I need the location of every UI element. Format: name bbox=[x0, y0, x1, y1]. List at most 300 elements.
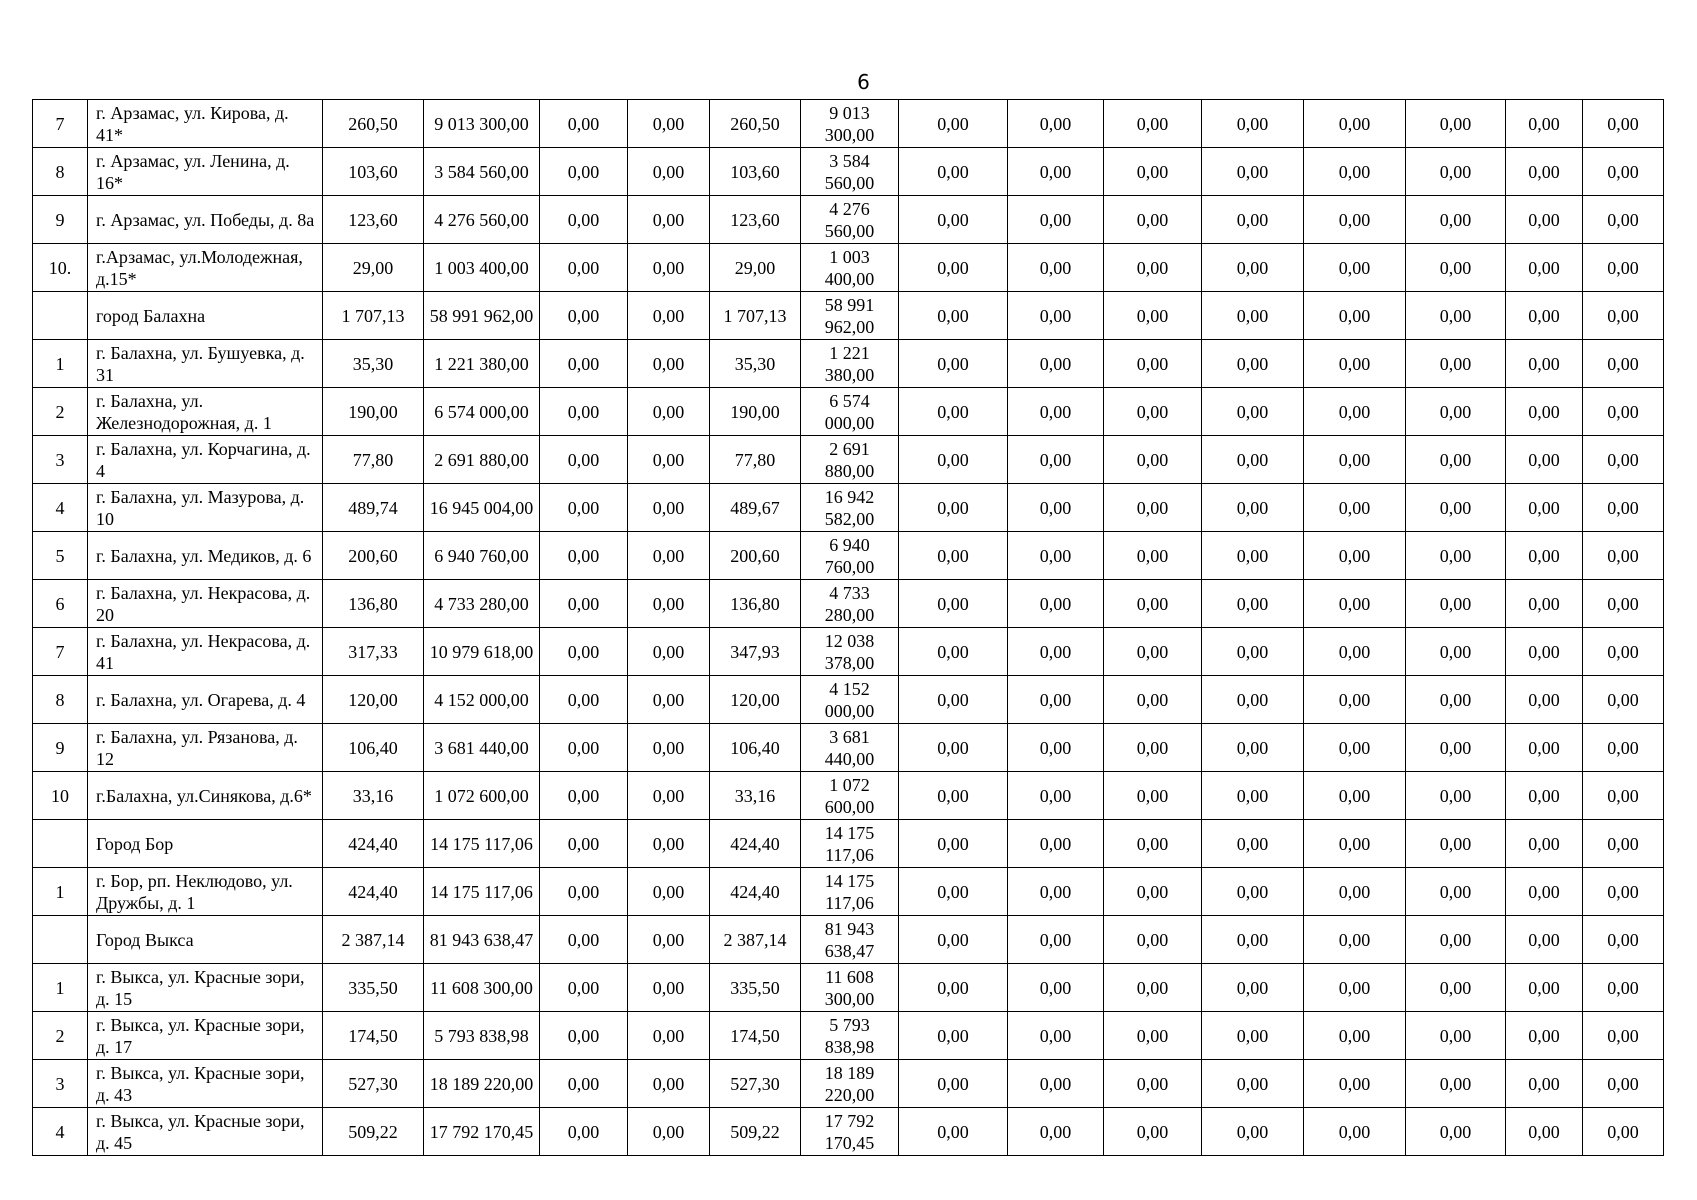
cost-cell: 4 276 560,00 bbox=[801, 196, 899, 244]
col15-cell: 0,00 bbox=[1506, 1108, 1583, 1156]
cost-total-cell: 1 003 400,00 bbox=[424, 244, 540, 292]
col13-cell: 0,00 bbox=[1304, 1108, 1406, 1156]
col12-cell: 0,00 bbox=[1202, 532, 1304, 580]
col12-cell: 0,00 bbox=[1202, 244, 1304, 292]
col12-cell: 0,00 bbox=[1202, 196, 1304, 244]
col6-cell: 0,00 bbox=[628, 724, 710, 772]
col6-cell: 0,00 bbox=[628, 1012, 710, 1060]
area-total-cell: 200,60 bbox=[323, 532, 424, 580]
col13-cell: 0,00 bbox=[1304, 244, 1406, 292]
col14-cell: 0,00 bbox=[1406, 964, 1506, 1012]
address-cell: г. Выкса, ул. Красные зори, д. 17 bbox=[88, 1012, 323, 1060]
table-row bbox=[33, 532, 1664, 580]
col12-cell: 0,00 bbox=[1202, 916, 1304, 964]
area-total-cell: 489,74 bbox=[323, 484, 424, 532]
cost-total-cell: 4 152 000,00 bbox=[424, 676, 540, 724]
area-total-cell: 33,16 bbox=[323, 772, 424, 820]
address-cell: г. Бор, рп. Неклюдово, ул. Дружбы, д. 1 bbox=[88, 868, 323, 916]
address-cell: г. Балахна, ул. Мазурова, д. 10 bbox=[88, 484, 323, 532]
area-total-cell: 509,22 bbox=[323, 1108, 424, 1156]
col10-cell: 0,00 bbox=[1008, 1060, 1104, 1108]
table-row bbox=[33, 1012, 1664, 1060]
col6-cell: 0,00 bbox=[628, 244, 710, 292]
col16-cell: 0,00 bbox=[1583, 244, 1664, 292]
table-row bbox=[33, 388, 1664, 436]
col10-cell: 0,00 bbox=[1008, 676, 1104, 724]
col12-cell: 0,00 bbox=[1202, 964, 1304, 1012]
col6-cell: 0,00 bbox=[628, 532, 710, 580]
col10-cell: 0,00 bbox=[1008, 388, 1104, 436]
col9-cell: 0,00 bbox=[899, 916, 1008, 964]
col13-cell: 0,00 bbox=[1304, 676, 1406, 724]
row-number bbox=[33, 916, 88, 964]
col9-cell: 0,00 bbox=[899, 724, 1008, 772]
col16-cell: 0,00 bbox=[1583, 148, 1664, 196]
table-row bbox=[33, 340, 1664, 388]
col9-cell: 0,00 bbox=[899, 1108, 1008, 1156]
address-cell: г.Арзамас, ул.Молодежная, д.15* bbox=[88, 244, 323, 292]
col14-cell: 0,00 bbox=[1406, 1012, 1506, 1060]
col13-cell: 0,00 bbox=[1304, 100, 1406, 148]
cost-cell: 3 584 560,00 bbox=[801, 148, 899, 196]
area-cell: 424,40 bbox=[710, 868, 801, 916]
col15-cell: 0,00 bbox=[1506, 916, 1583, 964]
data-table bbox=[32, 99, 1664, 1156]
row-number: 9 bbox=[33, 724, 88, 772]
table-row bbox=[33, 1108, 1664, 1156]
area-total-cell: 190,00 bbox=[323, 388, 424, 436]
col10-cell: 0,00 bbox=[1008, 916, 1104, 964]
col13-cell: 0,00 bbox=[1304, 1012, 1406, 1060]
col11-cell: 0,00 bbox=[1104, 724, 1202, 772]
col6-cell: 0,00 bbox=[628, 1108, 710, 1156]
cost-total-cell: 14 175 117,06 bbox=[424, 868, 540, 916]
col15-cell: 0,00 bbox=[1506, 148, 1583, 196]
cost-cell: 12 038 378,00 bbox=[801, 628, 899, 676]
col15-cell: 0,00 bbox=[1506, 772, 1583, 820]
cost-cell: 1 072 600,00 bbox=[801, 772, 899, 820]
col5-cell: 0,00 bbox=[540, 244, 628, 292]
area-total-cell: 2 387,14 bbox=[323, 916, 424, 964]
col6-cell: 0,00 bbox=[628, 148, 710, 196]
cost-cell: 17 792 170,45 bbox=[801, 1108, 899, 1156]
col15-cell: 0,00 bbox=[1506, 196, 1583, 244]
col11-cell: 0,00 bbox=[1104, 1012, 1202, 1060]
col12-cell: 0,00 bbox=[1202, 1108, 1304, 1156]
col10-cell: 0,00 bbox=[1008, 1012, 1104, 1060]
cost-cell: 14 175 117,06 bbox=[801, 820, 899, 868]
col6-cell: 0,00 bbox=[628, 388, 710, 436]
col9-cell: 0,00 bbox=[899, 388, 1008, 436]
area-cell: 200,60 bbox=[710, 532, 801, 580]
col9-cell: 0,00 bbox=[899, 580, 1008, 628]
cost-cell: 18 189 220,00 bbox=[801, 1060, 899, 1108]
col9-cell: 0,00 bbox=[899, 868, 1008, 916]
col14-cell: 0,00 bbox=[1406, 148, 1506, 196]
row-number: 9 bbox=[33, 196, 88, 244]
cost-total-cell: 14 175 117,06 bbox=[424, 820, 540, 868]
col14-cell: 0,00 bbox=[1406, 340, 1506, 388]
col14-cell: 0,00 bbox=[1406, 388, 1506, 436]
col5-cell: 0,00 bbox=[540, 1108, 628, 1156]
col9-cell: 0,00 bbox=[899, 148, 1008, 196]
col9-cell: 0,00 bbox=[899, 1012, 1008, 1060]
col14-cell: 0,00 bbox=[1406, 1060, 1506, 1108]
table-row bbox=[33, 676, 1664, 724]
col13-cell: 0,00 bbox=[1304, 580, 1406, 628]
col13-cell: 0,00 bbox=[1304, 916, 1406, 964]
cost-cell: 6 574 000,00 bbox=[801, 388, 899, 436]
col11-cell: 0,00 bbox=[1104, 964, 1202, 1012]
cost-total-cell: 1 072 600,00 bbox=[424, 772, 540, 820]
area-cell: 174,50 bbox=[710, 1012, 801, 1060]
col14-cell: 0,00 bbox=[1406, 196, 1506, 244]
address-cell: г. Балахна, ул. Огарева, д. 4 bbox=[88, 676, 323, 724]
area-total-cell: 335,50 bbox=[323, 964, 424, 1012]
col11-cell: 0,00 bbox=[1104, 148, 1202, 196]
address-cell: г. Балахна, ул. Корчагина, д. 4 bbox=[88, 436, 323, 484]
row-number: 10 bbox=[33, 772, 88, 820]
cost-cell: 4 733 280,00 bbox=[801, 580, 899, 628]
col5-cell: 0,00 bbox=[540, 628, 628, 676]
col14-cell: 0,00 bbox=[1406, 580, 1506, 628]
col15-cell: 0,00 bbox=[1506, 868, 1583, 916]
col12-cell: 0,00 bbox=[1202, 1060, 1304, 1108]
area-total-cell: 123,60 bbox=[323, 196, 424, 244]
col16-cell: 0,00 bbox=[1583, 628, 1664, 676]
col12-cell: 0,00 bbox=[1202, 388, 1304, 436]
col13-cell: 0,00 bbox=[1304, 436, 1406, 484]
cost-total-cell: 6 574 000,00 bbox=[424, 388, 540, 436]
col10-cell: 0,00 bbox=[1008, 628, 1104, 676]
area-total-cell: 120,00 bbox=[323, 676, 424, 724]
col10-cell: 0,00 bbox=[1008, 244, 1104, 292]
col15-cell: 0,00 bbox=[1506, 436, 1583, 484]
address-cell: г. Арзамас, ул. Кирова, д. 41* bbox=[88, 100, 323, 148]
col12-cell: 0,00 bbox=[1202, 1012, 1304, 1060]
col16-cell: 0,00 bbox=[1583, 772, 1664, 820]
col13-cell: 0,00 bbox=[1304, 196, 1406, 244]
col5-cell: 0,00 bbox=[540, 292, 628, 340]
cost-total-cell: 3 681 440,00 bbox=[424, 724, 540, 772]
col12-cell: 0,00 bbox=[1202, 628, 1304, 676]
col11-cell: 0,00 bbox=[1104, 1060, 1202, 1108]
col10-cell: 0,00 bbox=[1008, 820, 1104, 868]
col13-cell: 0,00 bbox=[1304, 964, 1406, 1012]
col16-cell: 0,00 bbox=[1583, 1012, 1664, 1060]
address-cell: г. Арзамас, ул. Ленина, д. 16* bbox=[88, 148, 323, 196]
col10-cell: 0,00 bbox=[1008, 868, 1104, 916]
col12-cell: 0,00 bbox=[1202, 340, 1304, 388]
col9-cell: 0,00 bbox=[899, 676, 1008, 724]
col11-cell: 0,00 bbox=[1104, 1108, 1202, 1156]
col10-cell: 0,00 bbox=[1008, 484, 1104, 532]
col11-cell: 0,00 bbox=[1104, 916, 1202, 964]
col14-cell: 0,00 bbox=[1406, 676, 1506, 724]
col14-cell: 0,00 bbox=[1406, 532, 1506, 580]
col6-cell: 0,00 bbox=[628, 964, 710, 1012]
table-row bbox=[33, 628, 1664, 676]
table-row bbox=[33, 916, 1664, 964]
col11-cell: 0,00 bbox=[1104, 100, 1202, 148]
col5-cell: 0,00 bbox=[540, 772, 628, 820]
area-total-cell: 29,00 bbox=[323, 244, 424, 292]
col15-cell: 0,00 bbox=[1506, 820, 1583, 868]
col13-cell: 0,00 bbox=[1304, 484, 1406, 532]
area-total-cell: 527,30 bbox=[323, 1060, 424, 1108]
cost-cell: 58 991 962,00 bbox=[801, 292, 899, 340]
col11-cell: 0,00 bbox=[1104, 820, 1202, 868]
cost-cell: 9 013 300,00 bbox=[801, 100, 899, 148]
address-cell: г. Выкса, ул. Красные зори, д. 45 bbox=[88, 1108, 323, 1156]
col5-cell: 0,00 bbox=[540, 1060, 628, 1108]
col15-cell: 0,00 bbox=[1506, 388, 1583, 436]
col10-cell: 0,00 bbox=[1008, 196, 1104, 244]
col5-cell: 0,00 bbox=[540, 100, 628, 148]
table-body bbox=[33, 100, 1664, 1156]
col5-cell: 0,00 bbox=[540, 820, 628, 868]
col14-cell: 0,00 bbox=[1406, 100, 1506, 148]
cost-cell: 1 003 400,00 bbox=[801, 244, 899, 292]
table-row bbox=[33, 772, 1664, 820]
area-cell: 123,60 bbox=[710, 196, 801, 244]
col9-cell: 0,00 bbox=[899, 532, 1008, 580]
col14-cell: 0,00 bbox=[1406, 244, 1506, 292]
table-row bbox=[33, 1060, 1664, 1108]
area-cell: 260,50 bbox=[710, 100, 801, 148]
table-row bbox=[33, 580, 1664, 628]
col16-cell: 0,00 bbox=[1583, 724, 1664, 772]
area-cell: 103,60 bbox=[710, 148, 801, 196]
row-number: 6 bbox=[33, 580, 88, 628]
area-cell: 335,50 bbox=[710, 964, 801, 1012]
col13-cell: 0,00 bbox=[1304, 532, 1406, 580]
col6-cell: 0,00 bbox=[628, 916, 710, 964]
col16-cell: 0,00 bbox=[1583, 676, 1664, 724]
area-cell: 77,80 bbox=[710, 436, 801, 484]
col12-cell: 0,00 bbox=[1202, 724, 1304, 772]
col5-cell: 0,00 bbox=[540, 196, 628, 244]
table-row bbox=[33, 964, 1664, 1012]
area-cell: 35,30 bbox=[710, 340, 801, 388]
col15-cell: 0,00 bbox=[1506, 964, 1583, 1012]
address-cell: г. Арзамас, ул. Победы, д. 8а bbox=[88, 196, 323, 244]
col16-cell: 0,00 bbox=[1583, 868, 1664, 916]
table-row bbox=[33, 724, 1664, 772]
col15-cell: 0,00 bbox=[1506, 244, 1583, 292]
col12-cell: 0,00 bbox=[1202, 580, 1304, 628]
row-number: 1 bbox=[33, 340, 88, 388]
area-total-cell: 136,80 bbox=[323, 580, 424, 628]
col16-cell: 0,00 bbox=[1583, 1108, 1664, 1156]
col14-cell: 0,00 bbox=[1406, 628, 1506, 676]
col10-cell: 0,00 bbox=[1008, 292, 1104, 340]
col9-cell: 0,00 bbox=[899, 1060, 1008, 1108]
col13-cell: 0,00 bbox=[1304, 1060, 1406, 1108]
row-number: 8 bbox=[33, 148, 88, 196]
col16-cell: 0,00 bbox=[1583, 340, 1664, 388]
col11-cell: 0,00 bbox=[1104, 532, 1202, 580]
col12-cell: 0,00 bbox=[1202, 868, 1304, 916]
col6-cell: 0,00 bbox=[628, 340, 710, 388]
area-total-cell: 260,50 bbox=[323, 100, 424, 148]
area-total-cell: 424,40 bbox=[323, 868, 424, 916]
row-number: 2 bbox=[33, 388, 88, 436]
col16-cell: 0,00 bbox=[1583, 1060, 1664, 1108]
col13-cell: 0,00 bbox=[1304, 340, 1406, 388]
col14-cell: 0,00 bbox=[1406, 820, 1506, 868]
col12-cell: 0,00 bbox=[1202, 100, 1304, 148]
address-cell: город Балахна bbox=[88, 292, 323, 340]
row-number: 4 bbox=[33, 484, 88, 532]
area-cell: 190,00 bbox=[710, 388, 801, 436]
col9-cell: 0,00 bbox=[899, 772, 1008, 820]
cost-total-cell: 81 943 638,47 bbox=[424, 916, 540, 964]
col15-cell: 0,00 bbox=[1506, 100, 1583, 148]
col13-cell: 0,00 bbox=[1304, 148, 1406, 196]
cost-total-cell: 17 792 170,45 bbox=[424, 1108, 540, 1156]
table-row bbox=[33, 484, 1664, 532]
cost-cell: 2 691 880,00 bbox=[801, 436, 899, 484]
col10-cell: 0,00 bbox=[1008, 724, 1104, 772]
area-cell: 489,67 bbox=[710, 484, 801, 532]
col16-cell: 0,00 bbox=[1583, 196, 1664, 244]
col15-cell: 0,00 bbox=[1506, 676, 1583, 724]
row-number: 7 bbox=[33, 628, 88, 676]
col11-cell: 0,00 bbox=[1104, 436, 1202, 484]
col11-cell: 0,00 bbox=[1104, 676, 1202, 724]
cost-total-cell: 9 013 300,00 bbox=[424, 100, 540, 148]
col14-cell: 0,00 bbox=[1406, 1108, 1506, 1156]
col12-cell: 0,00 bbox=[1202, 820, 1304, 868]
col6-cell: 0,00 bbox=[628, 1060, 710, 1108]
table-row bbox=[33, 436, 1664, 484]
area-total-cell: 77,80 bbox=[323, 436, 424, 484]
area-cell: 509,22 bbox=[710, 1108, 801, 1156]
col11-cell: 0,00 bbox=[1104, 868, 1202, 916]
col16-cell: 0,00 bbox=[1583, 532, 1664, 580]
col6-cell: 0,00 bbox=[628, 868, 710, 916]
col11-cell: 0,00 bbox=[1104, 388, 1202, 436]
row-number bbox=[33, 292, 88, 340]
col15-cell: 0,00 bbox=[1506, 292, 1583, 340]
area-cell: 1 707,13 bbox=[710, 292, 801, 340]
cost-total-cell: 58 991 962,00 bbox=[424, 292, 540, 340]
col16-cell: 0,00 bbox=[1583, 484, 1664, 532]
col16-cell: 0,00 bbox=[1583, 964, 1664, 1012]
col9-cell: 0,00 bbox=[899, 244, 1008, 292]
col11-cell: 0,00 bbox=[1104, 196, 1202, 244]
col5-cell: 0,00 bbox=[540, 964, 628, 1012]
col16-cell: 0,00 bbox=[1583, 436, 1664, 484]
cost-cell: 81 943 638,47 bbox=[801, 916, 899, 964]
row-number: 1 bbox=[33, 964, 88, 1012]
col15-cell: 0,00 bbox=[1506, 628, 1583, 676]
table-row bbox=[33, 820, 1664, 868]
col12-cell: 0,00 bbox=[1202, 292, 1304, 340]
col5-cell: 0,00 bbox=[540, 1012, 628, 1060]
col10-cell: 0,00 bbox=[1008, 436, 1104, 484]
col11-cell: 0,00 bbox=[1104, 580, 1202, 628]
col9-cell: 0,00 bbox=[899, 196, 1008, 244]
col9-cell: 0,00 bbox=[899, 484, 1008, 532]
area-cell: 106,40 bbox=[710, 724, 801, 772]
address-cell: г. Выкса, ул. Красные зори, д. 15 bbox=[88, 964, 323, 1012]
col13-cell: 0,00 bbox=[1304, 772, 1406, 820]
area-total-cell: 174,50 bbox=[323, 1012, 424, 1060]
col12-cell: 0,00 bbox=[1202, 772, 1304, 820]
address-cell: г. Балахна, ул. Рязанова, д. 12 bbox=[88, 724, 323, 772]
address-cell: Город Бор bbox=[88, 820, 323, 868]
row-number: 10. bbox=[33, 244, 88, 292]
col16-cell: 0,00 bbox=[1583, 916, 1664, 964]
cost-cell: 4 152 000,00 bbox=[801, 676, 899, 724]
cost-total-cell: 1 221 380,00 bbox=[424, 340, 540, 388]
col5-cell: 0,00 bbox=[540, 916, 628, 964]
col14-cell: 0,00 bbox=[1406, 868, 1506, 916]
col12-cell: 0,00 bbox=[1202, 676, 1304, 724]
col11-cell: 0,00 bbox=[1104, 340, 1202, 388]
col9-cell: 0,00 bbox=[899, 100, 1008, 148]
col14-cell: 0,00 bbox=[1406, 436, 1506, 484]
col14-cell: 0,00 bbox=[1406, 484, 1506, 532]
col11-cell: 0,00 bbox=[1104, 292, 1202, 340]
col6-cell: 0,00 bbox=[628, 292, 710, 340]
col16-cell: 0,00 bbox=[1583, 820, 1664, 868]
table-row bbox=[33, 100, 1664, 148]
col15-cell: 0,00 bbox=[1506, 532, 1583, 580]
area-total-cell: 1 707,13 bbox=[323, 292, 424, 340]
area-total-cell: 317,33 bbox=[323, 628, 424, 676]
area-cell: 424,40 bbox=[710, 820, 801, 868]
area-total-cell: 106,40 bbox=[323, 724, 424, 772]
col6-cell: 0,00 bbox=[628, 196, 710, 244]
col9-cell: 0,00 bbox=[899, 436, 1008, 484]
cost-total-cell: 3 584 560,00 bbox=[424, 148, 540, 196]
col6-cell: 0,00 bbox=[628, 580, 710, 628]
col13-cell: 0,00 bbox=[1304, 292, 1406, 340]
col5-cell: 0,00 bbox=[540, 388, 628, 436]
col5-cell: 0,00 bbox=[540, 340, 628, 388]
area-cell: 29,00 bbox=[710, 244, 801, 292]
col11-cell: 0,00 bbox=[1104, 772, 1202, 820]
col13-cell: 0,00 bbox=[1304, 820, 1406, 868]
cost-total-cell: 16 945 004,00 bbox=[424, 484, 540, 532]
area-cell: 347,93 bbox=[710, 628, 801, 676]
col6-cell: 0,00 bbox=[628, 436, 710, 484]
col6-cell: 0,00 bbox=[628, 772, 710, 820]
cost-total-cell: 10 979 618,00 bbox=[424, 628, 540, 676]
col15-cell: 0,00 bbox=[1506, 1012, 1583, 1060]
col9-cell: 0,00 bbox=[899, 292, 1008, 340]
col5-cell: 0,00 bbox=[540, 676, 628, 724]
table-row bbox=[33, 292, 1664, 340]
area-total-cell: 424,40 bbox=[323, 820, 424, 868]
col5-cell: 0,00 bbox=[540, 724, 628, 772]
col9-cell: 0,00 bbox=[899, 820, 1008, 868]
cost-cell: 16 942 582,00 bbox=[801, 484, 899, 532]
address-cell: г. Выкса, ул. Красные зори, д. 43 bbox=[88, 1060, 323, 1108]
col9-cell: 0,00 bbox=[899, 340, 1008, 388]
area-total-cell: 35,30 bbox=[323, 340, 424, 388]
cost-cell: 1 221 380,00 bbox=[801, 340, 899, 388]
col12-cell: 0,00 bbox=[1202, 148, 1304, 196]
col16-cell: 0,00 bbox=[1583, 388, 1664, 436]
area-cell: 33,16 bbox=[710, 772, 801, 820]
col11-cell: 0,00 bbox=[1104, 244, 1202, 292]
table-row bbox=[33, 196, 1664, 244]
row-number: 7 bbox=[33, 100, 88, 148]
